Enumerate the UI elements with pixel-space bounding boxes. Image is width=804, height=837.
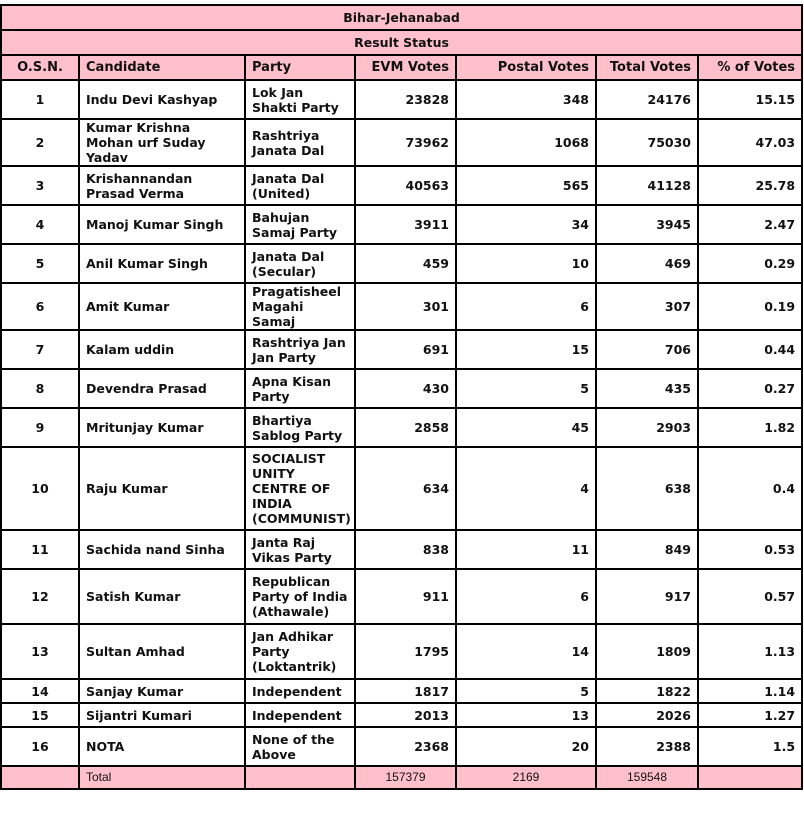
cell-vote-percent: 1.82 xyxy=(698,408,802,447)
cell-evm-votes: 3911 xyxy=(355,205,456,244)
table-row xyxy=(1,624,802,679)
cell-osn: 1 xyxy=(1,80,79,119)
cell-vote-percent: 0.4 xyxy=(698,447,802,530)
cell-total-votes: 41128 xyxy=(596,166,698,205)
cell-postal-votes: 6 xyxy=(456,569,596,624)
cell-vote-percent: 1.14 xyxy=(698,679,802,703)
total-postal-votes: 2169 xyxy=(456,766,596,789)
cell-total-votes: 3945 xyxy=(596,205,698,244)
cell-osn: 13 xyxy=(1,624,79,679)
result-status-heading: Result Status xyxy=(1,30,802,55)
cell-total-votes: 638 xyxy=(596,447,698,530)
cell-vote-percent: 2.47 xyxy=(698,205,802,244)
cell-total-votes: 2026 xyxy=(596,703,698,727)
cell-postal-votes: 4 xyxy=(456,447,596,530)
cell-vote-percent: 0.53 xyxy=(698,530,802,569)
cell-osn: 10 xyxy=(1,447,79,530)
cell-candidate: Satish Kumar xyxy=(79,569,245,624)
cell-evm-votes: 1817 xyxy=(355,679,456,703)
subtitle-row xyxy=(1,30,802,55)
column-header-candidate: Candidate xyxy=(79,55,245,80)
cell-party: Lok Jan Shakti Party xyxy=(245,80,355,119)
cell-evm-votes: 301 xyxy=(355,283,456,330)
table-row xyxy=(1,727,802,766)
cell-party: Janata Dal (United) xyxy=(245,166,355,205)
table-row xyxy=(1,283,802,330)
cell-osn: 5 xyxy=(1,244,79,283)
cell-vote-percent: 0.19 xyxy=(698,283,802,330)
cell-party: Bhartiya Sablog Party xyxy=(245,408,355,447)
cell-total-votes: 75030 xyxy=(596,119,698,166)
cell-postal-votes: 15 xyxy=(456,330,596,369)
cell-party: Republican Party of India (Athawale) xyxy=(245,569,355,624)
cell-total-votes: 435 xyxy=(596,369,698,408)
column-header-row xyxy=(1,55,802,80)
cell-osn: 2 xyxy=(1,119,79,166)
cell-candidate: Anil Kumar Singh xyxy=(79,244,245,283)
cell-evm-votes: 23828 xyxy=(355,80,456,119)
cell-vote-percent: 47.03 xyxy=(698,119,802,166)
cell-party: Rashtriya Janata Dal xyxy=(245,119,355,166)
total-evm-votes: 157379 xyxy=(355,766,456,789)
cell-candidate: Mritunjay Kumar xyxy=(79,408,245,447)
total-party-cell xyxy=(245,766,355,789)
table-row xyxy=(1,369,802,408)
cell-party: SOCIALIST UNITY CENTRE OF INDIA (COMMUNIST) xyxy=(245,447,355,530)
table-row xyxy=(1,80,802,119)
cell-total-votes: 2903 xyxy=(596,408,698,447)
cell-osn: 8 xyxy=(1,369,79,408)
cell-candidate: Amit Kumar xyxy=(79,283,245,330)
cell-party: Janata Dal (Secular) xyxy=(245,244,355,283)
table-row xyxy=(1,703,802,727)
cell-candidate: Sultan Amhad xyxy=(79,624,245,679)
cell-candidate: Manoj Kumar Singh xyxy=(79,205,245,244)
cell-osn: 15 xyxy=(1,703,79,727)
table-row xyxy=(1,569,802,624)
cell-vote-percent: 0.44 xyxy=(698,330,802,369)
cell-evm-votes: 838 xyxy=(355,530,456,569)
cell-total-votes: 917 xyxy=(596,569,698,624)
cell-evm-votes: 73962 xyxy=(355,119,456,166)
cell-evm-votes: 2013 xyxy=(355,703,456,727)
cell-party: Pragatisheel Magahi Samaj xyxy=(245,283,355,330)
cell-evm-votes: 1795 xyxy=(355,624,456,679)
column-header-evm-votes: EVM Votes xyxy=(355,55,456,80)
cell-osn: 12 xyxy=(1,569,79,624)
cell-candidate: Sachida nand Sinha xyxy=(79,530,245,569)
cell-postal-votes: 5 xyxy=(456,679,596,703)
cell-postal-votes: 6 xyxy=(456,283,596,330)
cell-osn: 4 xyxy=(1,205,79,244)
table-row xyxy=(1,166,802,205)
cell-candidate: NOTA xyxy=(79,727,245,766)
cell-candidate: Raju Kumar xyxy=(79,447,245,530)
table-row xyxy=(1,330,802,369)
table-row xyxy=(1,447,802,530)
cell-osn: 14 xyxy=(1,679,79,703)
cell-party: None of the Above xyxy=(245,727,355,766)
cell-evm-votes: 911 xyxy=(355,569,456,624)
column-header-party: Party xyxy=(245,55,355,80)
cell-postal-votes: 45 xyxy=(456,408,596,447)
cell-party: Jan Adhikar Party (Loktantrik) xyxy=(245,624,355,679)
cell-osn: 9 xyxy=(1,408,79,447)
column-header-postal-votes: Postal Votes xyxy=(456,55,596,80)
cell-vote-percent: 25.78 xyxy=(698,166,802,205)
cell-party: Independent xyxy=(245,679,355,703)
table-row xyxy=(1,530,802,569)
cell-postal-votes: 13 xyxy=(456,703,596,727)
total-row xyxy=(1,766,802,789)
cell-party: Independent xyxy=(245,703,355,727)
total-pct-cell xyxy=(698,766,802,789)
total-osn-cell xyxy=(1,766,79,789)
table-row xyxy=(1,119,802,166)
cell-vote-percent: 15.15 xyxy=(698,80,802,119)
cell-vote-percent: 1.13 xyxy=(698,624,802,679)
total-label: Total xyxy=(79,766,245,789)
total-total-votes: 159548 xyxy=(596,766,698,789)
constituency-title: Bihar-Jehanabad xyxy=(1,5,802,30)
cell-postal-votes: 14 xyxy=(456,624,596,679)
results-table xyxy=(0,4,803,790)
cell-osn: 16 xyxy=(1,727,79,766)
cell-osn: 6 xyxy=(1,283,79,330)
cell-total-votes: 24176 xyxy=(596,80,698,119)
cell-party: Apna Kisan Party xyxy=(245,369,355,408)
cell-postal-votes: 5 xyxy=(456,369,596,408)
cell-postal-votes: 348 xyxy=(456,80,596,119)
cell-osn: 11 xyxy=(1,530,79,569)
cell-vote-percent: 0.29 xyxy=(698,244,802,283)
cell-evm-votes: 40563 xyxy=(355,166,456,205)
cell-total-votes: 1809 xyxy=(596,624,698,679)
cell-total-votes: 469 xyxy=(596,244,698,283)
cell-vote-percent: 0.57 xyxy=(698,569,802,624)
table-row xyxy=(1,408,802,447)
cell-vote-percent: 1.27 xyxy=(698,703,802,727)
cell-postal-votes: 20 xyxy=(456,727,596,766)
cell-vote-percent: 0.27 xyxy=(698,369,802,408)
cell-evm-votes: 634 xyxy=(355,447,456,530)
cell-evm-votes: 691 xyxy=(355,330,456,369)
cell-party: Rashtriya Jan Jan Party xyxy=(245,330,355,369)
column-header-osn: O.S.N. xyxy=(1,55,79,80)
cell-evm-votes: 459 xyxy=(355,244,456,283)
cell-total-votes: 307 xyxy=(596,283,698,330)
cell-total-votes: 706 xyxy=(596,330,698,369)
cell-evm-votes: 430 xyxy=(355,369,456,408)
cell-candidate: Sijantri Kumari xyxy=(79,703,245,727)
cell-evm-votes: 2858 xyxy=(355,408,456,447)
cell-evm-votes: 2368 xyxy=(355,727,456,766)
column-header-total-votes: Total Votes xyxy=(596,55,698,80)
cell-candidate: Indu Devi Kashyap xyxy=(79,80,245,119)
table-row xyxy=(1,205,802,244)
title-row xyxy=(1,5,802,30)
cell-postal-votes: 1068 xyxy=(456,119,596,166)
cell-postal-votes: 11 xyxy=(456,530,596,569)
cell-osn: 3 xyxy=(1,166,79,205)
cell-vote-percent: 1.5 xyxy=(698,727,802,766)
cell-party: Janta Raj Vikas Party xyxy=(245,530,355,569)
cell-party: Bahujan Samaj Party xyxy=(245,205,355,244)
table-row xyxy=(1,679,802,703)
cell-candidate: Krishannandan Prasad Verma xyxy=(79,166,245,205)
cell-postal-votes: 565 xyxy=(456,166,596,205)
cell-postal-votes: 34 xyxy=(456,205,596,244)
cell-candidate: Kumar Krishna Mohan urf Suday Yadav xyxy=(79,119,245,166)
cell-candidate: Sanjay Kumar xyxy=(79,679,245,703)
cell-candidate: Kalam uddin xyxy=(79,330,245,369)
column-header-vote-percent: % of Votes xyxy=(698,55,802,80)
table-row xyxy=(1,244,802,283)
cell-total-votes: 1822 xyxy=(596,679,698,703)
cell-candidate: Devendra Prasad xyxy=(79,369,245,408)
cell-total-votes: 849 xyxy=(596,530,698,569)
cell-postal-votes: 10 xyxy=(456,244,596,283)
cell-osn: 7 xyxy=(1,330,79,369)
cell-total-votes: 2388 xyxy=(596,727,698,766)
